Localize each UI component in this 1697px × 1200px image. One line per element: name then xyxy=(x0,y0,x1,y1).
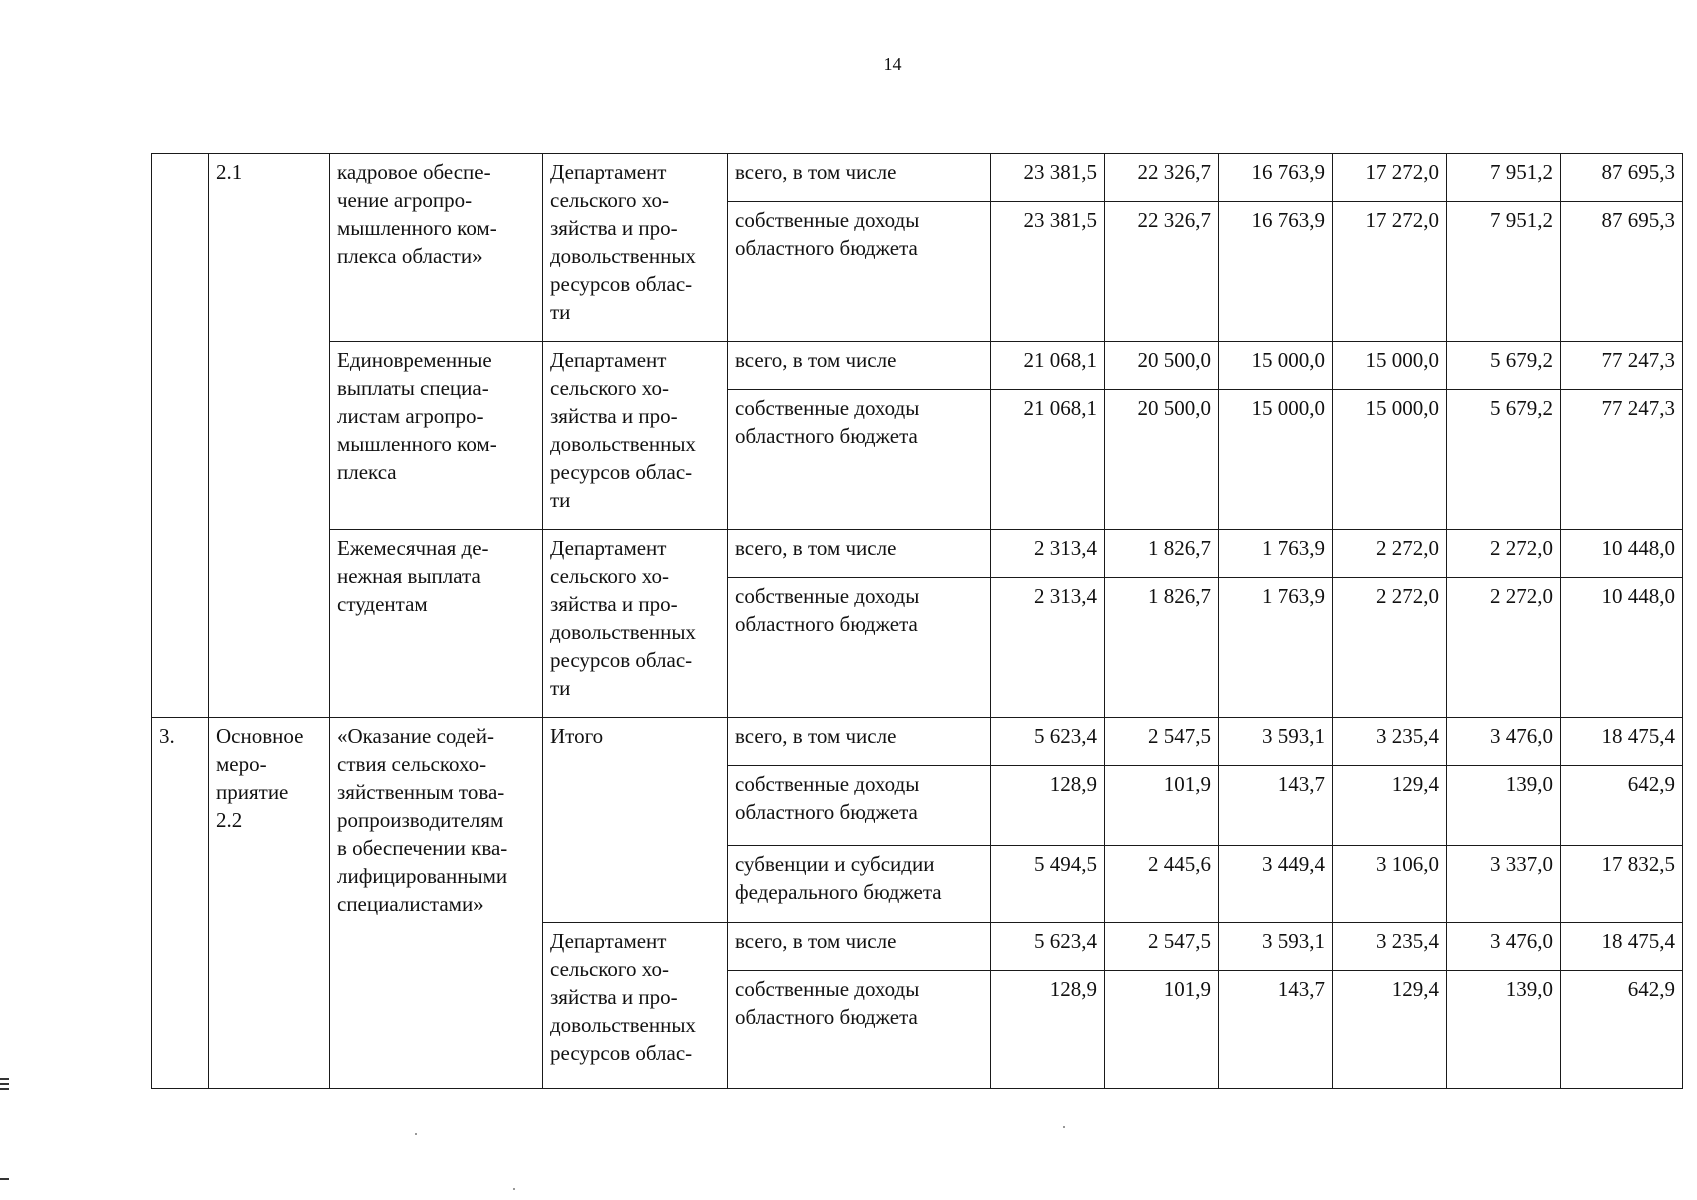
value-cell: 1 826,7 xyxy=(1105,578,1219,718)
value-cell: 15 000,0 xyxy=(1219,342,1333,390)
total-cell: 87 695,3 xyxy=(1561,202,1683,342)
value-cell: 5 623,4 xyxy=(991,923,1105,971)
measure-name-cell: Ежемесячная де- нежная выплата студентам xyxy=(330,530,543,718)
number-cell xyxy=(152,154,209,718)
value-cell: 5 679,2 xyxy=(1447,390,1561,530)
value-cell: 129,4 xyxy=(1333,766,1447,846)
value-cell: 1 763,9 xyxy=(1219,578,1333,718)
value-cell: 15 000,0 xyxy=(1219,390,1333,530)
value-cell: 128,9 xyxy=(991,766,1105,846)
measure-name-cell: кадровое обеспе- чение агропро- мышленного ком- плекса области» xyxy=(330,154,543,342)
value-cell: 3 235,4 xyxy=(1333,923,1447,971)
table-row xyxy=(152,718,1683,766)
value-cell: 2 272,0 xyxy=(1447,530,1561,578)
total-cell: 642,9 xyxy=(1561,971,1683,1089)
margin-mark xyxy=(0,1078,9,1080)
page-number: 14 xyxy=(883,54,902,74)
value-cell: 3 476,0 xyxy=(1447,718,1561,766)
funding-source-cell: всего, в том числе xyxy=(728,923,991,971)
measure-name-cell: «Оказание содей- ствия сельскохо- зяйственным това- ропроизводителям в обеспечении ква- лифицированными специалистами» xyxy=(330,718,543,1089)
funding-source-cell: всего, в том числе xyxy=(728,718,991,766)
value-cell: 128,9 xyxy=(991,971,1105,1089)
value-cell: 20 500,0 xyxy=(1105,342,1219,390)
value-cell: 16 763,9 xyxy=(1219,202,1333,342)
budget-table xyxy=(151,153,1683,1089)
total-cell: 18 475,4 xyxy=(1561,923,1683,971)
funding-source-cell: субвенции и субсидии федерального бюджета xyxy=(728,846,991,923)
value-cell: 16 763,9 xyxy=(1219,154,1333,202)
funding-source-cell: собственные доходы областного бюджета xyxy=(728,390,991,530)
executor-cell: Департамент сельского хо- зяйства и про- довольственных ресурсов облас- ти xyxy=(543,154,728,342)
scan-artifact xyxy=(1063,1126,1065,1128)
value-cell: 15 000,0 xyxy=(1333,390,1447,530)
measure-name-cell: Единовременные выплаты специа- листам агропро- мышленного ком- плекса xyxy=(330,342,543,530)
total-cell: 87 695,3 xyxy=(1561,154,1683,202)
value-cell: 3 235,4 xyxy=(1333,718,1447,766)
value-cell: 7 951,2 xyxy=(1447,154,1561,202)
value-cell: 2 547,5 xyxy=(1105,718,1219,766)
total-cell: 10 448,0 xyxy=(1561,530,1683,578)
index-cell: 2.1 xyxy=(209,154,330,718)
margin-mark xyxy=(0,1088,9,1090)
value-cell: 22 326,7 xyxy=(1105,154,1219,202)
value-cell: 3 476,0 xyxy=(1447,923,1561,971)
value-cell: 2 547,5 xyxy=(1105,923,1219,971)
value-cell: 21 068,1 xyxy=(991,390,1105,530)
value-cell: 2 445,6 xyxy=(1105,846,1219,923)
table-row xyxy=(152,342,1683,390)
scan-artifact xyxy=(513,1188,515,1190)
scan-artifact xyxy=(415,1133,417,1135)
funding-source-cell: всего, в том числе xyxy=(728,342,991,390)
value-cell: 17 272,0 xyxy=(1333,154,1447,202)
table-row xyxy=(152,154,1683,202)
value-cell: 2 313,4 xyxy=(991,578,1105,718)
value-cell: 20 500,0 xyxy=(1105,390,1219,530)
executor-cell: Департамент сельского хо- зяйства и про- довольственных ресурсов облас- xyxy=(543,923,728,1089)
value-cell: 1 826,7 xyxy=(1105,530,1219,578)
value-cell: 2 272,0 xyxy=(1447,578,1561,718)
funding-source-cell: собственные доходы областного бюджета xyxy=(728,766,991,846)
number-cell: 3. xyxy=(152,718,209,1089)
value-cell: 3 449,4 xyxy=(1219,846,1333,923)
value-cell: 5 494,5 xyxy=(991,846,1105,923)
value-cell: 5 623,4 xyxy=(991,718,1105,766)
total-cell: 642,9 xyxy=(1561,766,1683,846)
value-cell: 15 000,0 xyxy=(1333,342,1447,390)
total-cell: 18 475,4 xyxy=(1561,718,1683,766)
value-cell: 3 106,0 xyxy=(1333,846,1447,923)
funding-source-cell: всего, в том числе xyxy=(728,530,991,578)
table-row xyxy=(152,530,1683,578)
value-cell: 17 272,0 xyxy=(1333,202,1447,342)
value-cell: 5 679,2 xyxy=(1447,342,1561,390)
funding-source-cell: собственные доходы областного бюджета xyxy=(728,971,991,1089)
value-cell: 101,9 xyxy=(1105,971,1219,1089)
margin-mark xyxy=(0,1178,9,1180)
total-cell: 77 247,3 xyxy=(1561,342,1683,390)
value-cell: 1 763,9 xyxy=(1219,530,1333,578)
value-cell: 143,7 xyxy=(1219,971,1333,1089)
value-cell: 2 272,0 xyxy=(1333,578,1447,718)
value-cell: 101,9 xyxy=(1105,766,1219,846)
funding-source-cell: всего, в том числе xyxy=(728,154,991,202)
funding-source-cell: собственные доходы областного бюджета xyxy=(728,202,991,342)
value-cell: 7 951,2 xyxy=(1447,202,1561,342)
executor-cell: Итого xyxy=(543,718,728,923)
executor-cell: Департамент сельского хо- зяйства и про- довольственных ресурсов облас- ти xyxy=(543,530,728,718)
total-cell: 77 247,3 xyxy=(1561,390,1683,530)
value-cell: 3 337,0 xyxy=(1447,846,1561,923)
value-cell: 2 272,0 xyxy=(1333,530,1447,578)
value-cell: 3 593,1 xyxy=(1219,718,1333,766)
value-cell: 3 593,1 xyxy=(1219,923,1333,971)
margin-mark xyxy=(0,1083,9,1085)
funding-source-cell: собственные доходы областного бюджета xyxy=(728,578,991,718)
executor-cell: Департамент сельского хо- зяйства и про- довольственных ресурсов облас- ти xyxy=(543,342,728,530)
index-cell: Основное меро- приятие 2.2 xyxy=(209,718,330,1089)
total-cell: 17 832,5 xyxy=(1561,846,1683,923)
value-cell: 129,4 xyxy=(1333,971,1447,1089)
value-cell: 139,0 xyxy=(1447,971,1561,1089)
value-cell: 21 068,1 xyxy=(991,342,1105,390)
value-cell: 23 381,5 xyxy=(991,202,1105,342)
value-cell: 2 313,4 xyxy=(991,530,1105,578)
value-cell: 139,0 xyxy=(1447,766,1561,846)
total-cell: 10 448,0 xyxy=(1561,578,1683,718)
value-cell: 23 381,5 xyxy=(991,154,1105,202)
value-cell: 22 326,7 xyxy=(1105,202,1219,342)
value-cell: 143,7 xyxy=(1219,766,1333,846)
